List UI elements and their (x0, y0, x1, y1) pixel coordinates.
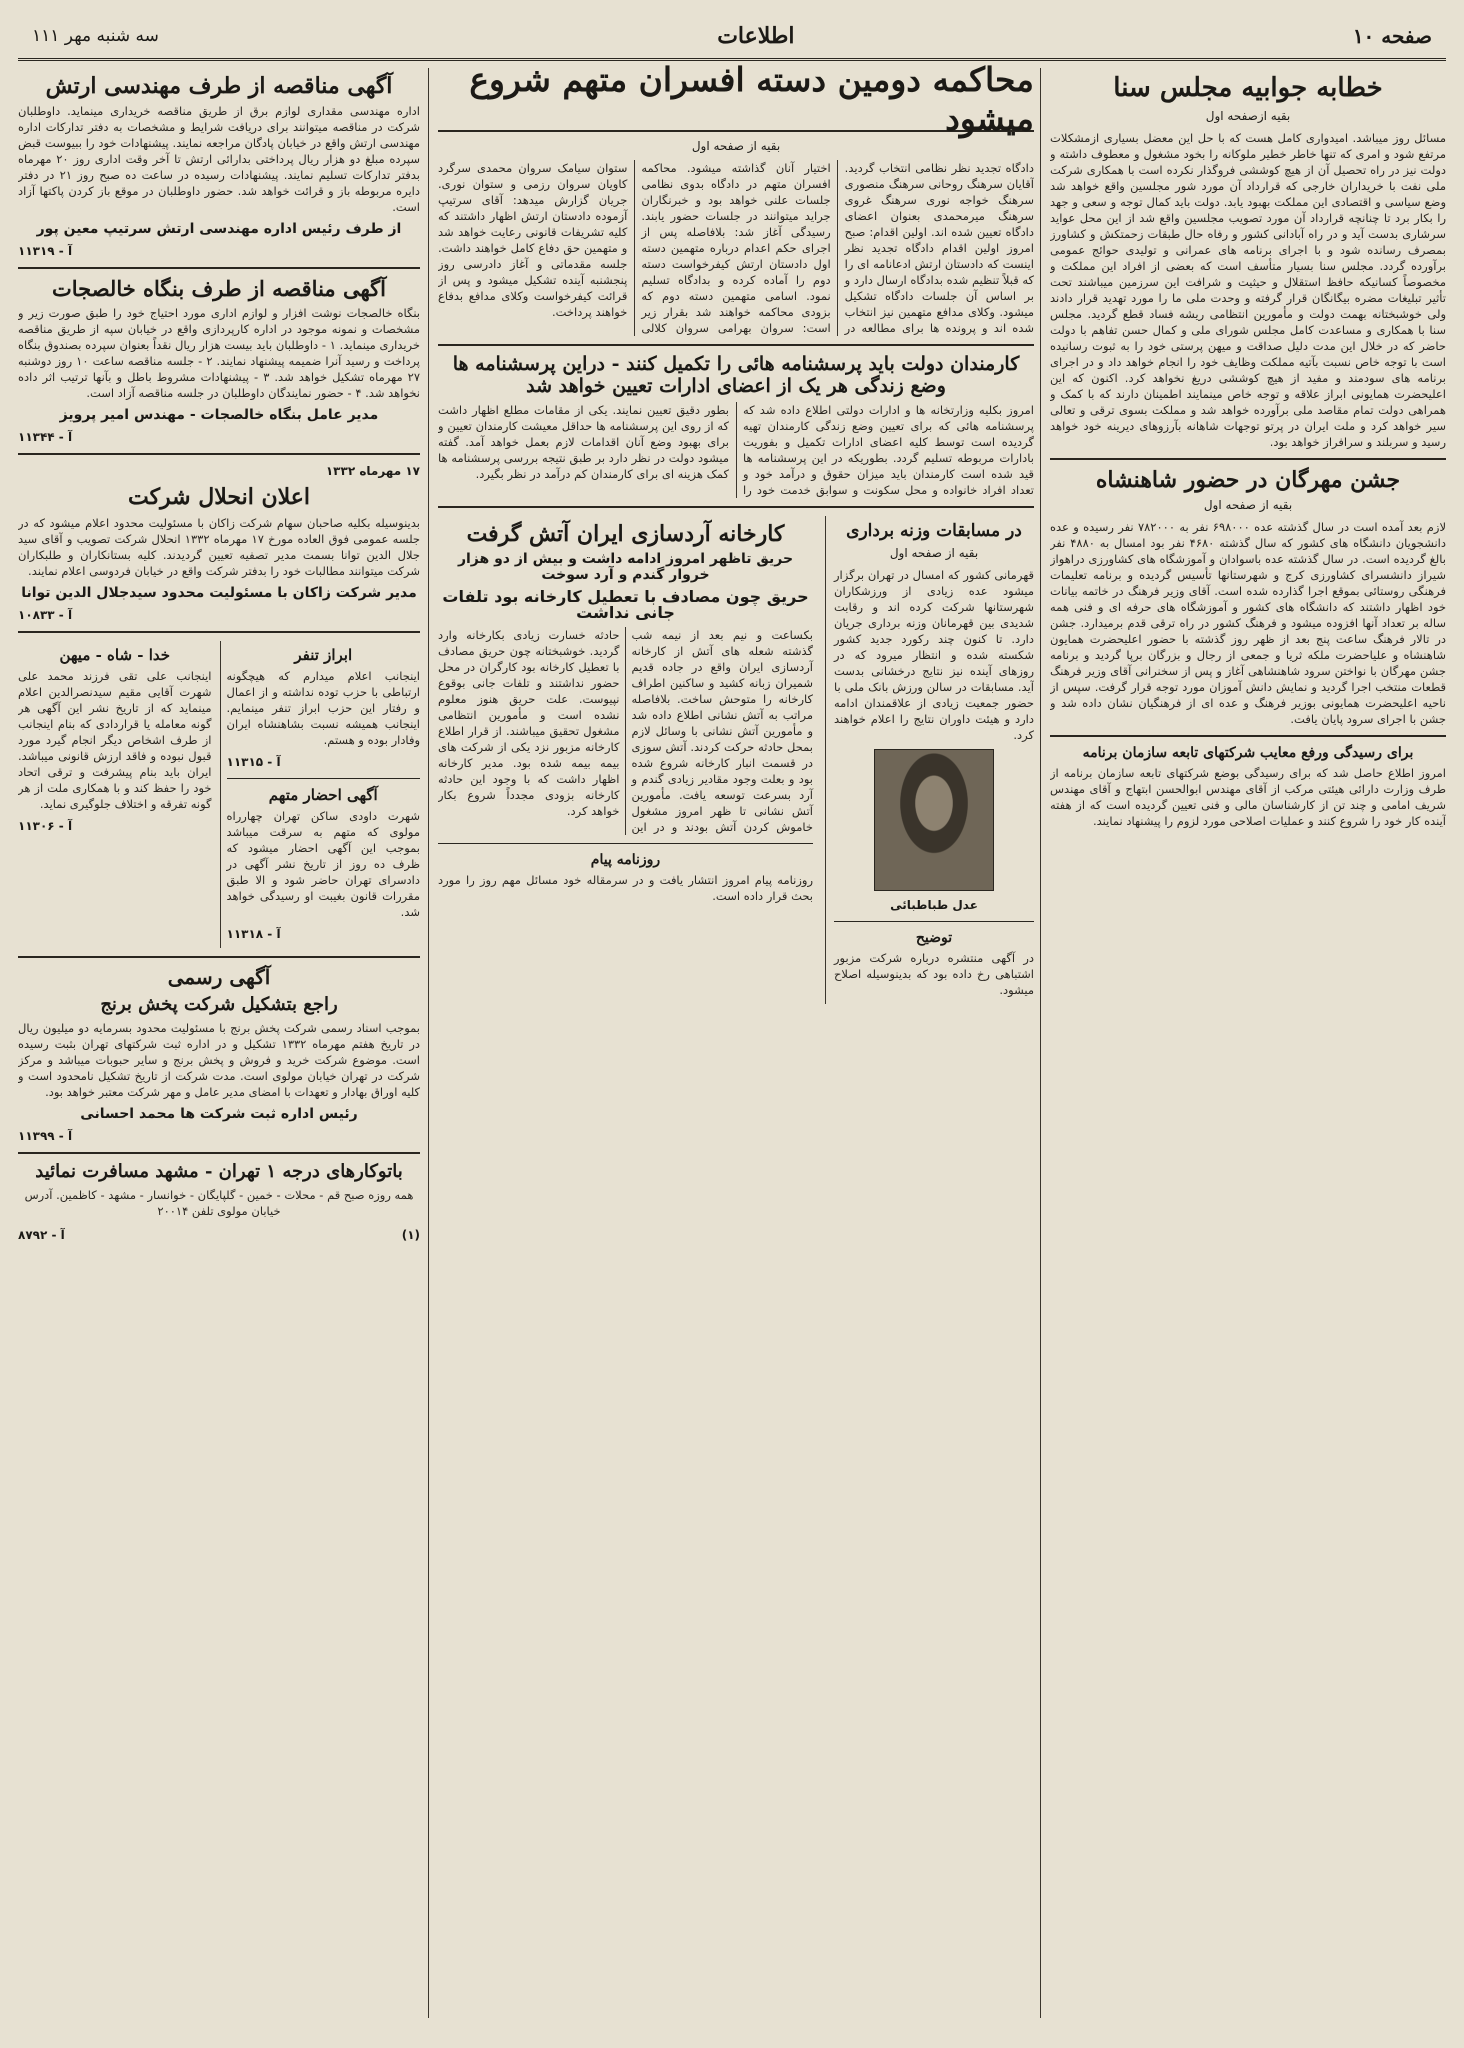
khalesejat-tender-body: بنگاه خالصجات نوشت افزار و لوازم اداری مورد احتیاج خود را طبق صورت زیر و مشخصات و نمونه موجود در اداره کارپردازی واقع در خیابان سپه از طریق مناقصه خریداری مینماید. ۱ - داوطلبان باید بیست هزار ریال نقداً بعنوان سپرده بصندوق بنگاه پرداخت و رسید آنرا ضمیمه پیشنهاد نمایند. ۲ - جلسه مناقصه ساعت ۱۰ روز دوشنبه ۲۷ مهرماه تشکیل خواهد شد. ۳ - پیشنهادات مشروط باطل و بآنها ترتیب اثر داده نخواهد شد. ۴ - حضور نمایندگان داوطلبان در جلسه مناقصه آزاد است. (18, 306, 420, 401)
section-divider (18, 631, 420, 633)
official-notice-code: آ - ۱۱۳۹۹ (18, 1128, 73, 1143)
section-divider (18, 453, 420, 455)
trial-article-body: دادگاه تجدید نظر نظامی انتخاب گردید. آقایان سرهنگ روحانی سرهنگ منصوری سرهنگ خواجه نوری سرهنگ غروی سرهنگ میرمحمدی بعنوان اعضای دادگاه تعیین شده اند. اولین اقدام: صبح امروز اولین اقدام دادگاه تجدید نظر اینست که دادستان ارتش ادعانامه ای را که قبلاً تنظیم شده بدادگاه ارسال دارد و بر اساس آن جلسات دادگاه تشکیل میشود. وکلای مدافع متهمین نیز انتخاب شده اند و پرونده ها برای مطالعه در اختیار آنان گذاشته میشود. محاکمه افسران متهم در دادگاه بدوی نظامی جلسات علنی خواهد بود و خبرنگاران جراید میتوانند در جلسات حضور یابند. رسیدگی آغاز شد: بلافاصله پس از اجرای حکم اعدام درباره متهمین دسته اول دادستان ارتش کیفرخواست دسته دوم را آماده کرده و بدادگاه تسلیم نمود. اسامی متهمین دسته دوم که بزودی محاکمه خواهند شد بقرار زیر است: سروان بهرامی سروان کلالی ستوان سیامک سروان محمدی سرگرد کاویان سروان رزمی و ستوان نوری. جریان گزارش میدهد: آقای سرتیپ آزموده دادستان ارتش اظهار داشتند که کلیه تشریفات قانونی رعایت خواهد شد و متهمین حق دفاع کامل خواهند داشت. جلسه مقدماتی و آغاز دادرسی روز پنجشنبه آینده تشکیل میشود و پس از قرائت کیفرخواست وکلای مدافع بدفاع خواهند پرداخت. (438, 161, 1034, 335)
section-divider (18, 956, 420, 958)
issue-date: سه شنبه مهر ۱۱۱ (32, 26, 159, 46)
payam-body: روزنامه پیام امروز انتشار یافت و در سرمقاله خود مسائل مهم روز را مورد بحث قرار داده است. (438, 873, 813, 904)
programs-notice-headline: برای رسیدگی ورفع معایب شرکتهای تابعه سازمان برنامه (1082, 745, 1414, 762)
senate-headline: خطابه جوابیه مجلس سنا (1113, 73, 1383, 103)
khoda-shah-mihan-body: اینجانب علی تقی فرزند محمد علی شهرت آقایی مقیم سیدنصرالدین اعلام مینماید که از تاریخ نشر این آگهی هر گونه معامله یا قراردادی که بنام اینجانب از طرف اشخاص دیگر انجام گیرد مورد قبول نبوده و فاقد ارزش قانونی میباشد. ایران باید بنام پیشرفت و ترقی اتحاد خود را حفظ کند و با همکاری ملت از هر گونه تفرقه و اختلاف جلوگیری نماید. (18, 668, 212, 811)
page-number: صفحه ۱۰ (1352, 24, 1432, 48)
section-divider (834, 921, 1034, 922)
photo-caption: عدل طباطبائی (890, 898, 978, 913)
tanaffor-code: آ - ۱۱۳۱۵ (226, 754, 281, 769)
tanaffor-body: اینجانب اعلام میدارم که هیچگونه ارتباطی با حزب توده نداشته و از اعمال و رفتار این حزب ابراز تنفر مینمایم. اینجانب همیشه نسبت بشاهنشاه ایران وفادار بوده و هستم. (226, 668, 420, 747)
dissolution-signature: مدیر شرکت زاکان با مسئولیت محدود سیدجلال الدین توانا (21, 584, 417, 601)
tanaffor-ad (220, 641, 421, 949)
army-tender-headline: آگهی مناقصه از طرف مهندسی ارتش (45, 73, 393, 99)
lower-middle-block (438, 516, 1034, 1005)
section-divider (438, 506, 1034, 508)
army-tender-signature: از طرف رئیس اداره مهندسی ارتش سرتیپ معین پور (36, 221, 402, 238)
khoda-shah-mihan-ad (18, 641, 212, 949)
payam-headline: روزنامه پیام (590, 851, 661, 868)
athlete-photo (874, 749, 994, 891)
employees-headline: کارمندان دولت باید پرسشنامه هائی را تکمیل کنند - دراین پرسشنامه ها وضع زندگی هر یک از اعضای ادارات تعیین خواهد شد (452, 353, 1020, 397)
mehregan-continuation: بقیه از صفحه اول (1203, 498, 1293, 513)
mehregan-headline: جشن مهرگان در حضور شاهنشاه (1095, 466, 1401, 493)
left-column (18, 68, 420, 2018)
official-notice-body: بموجب اسناد رسمی شرکت پخش برنج با مسئولیت محدود بسرمایه دو میلیون ریال در تاریخ هفتم مهرماه ۱۳۳۲ تشکیل و در اداره ثبت شرکتهای تهران بثبت رسیده است. موضوع شرکت خرید و فروش و پخش برنج و سایر حبوبات میباشد و مرکز شرکت در تهران خیابان مولوی است. مدت شرکت از تاریخ تشکیل نامحدود است و کلیه اوراق بهادار و تعهدات با امضای مدیر عامل و مهر شرکت معتبر خواهد بود. (18, 1020, 420, 1099)
official-notice-headline: آگهی رسمی (167, 965, 271, 990)
fire-subheadline-2: حریق چون مصادف با تعطیل کارخانه بود تلفات جانی نداشت (442, 586, 809, 622)
page-marker: (۱) (401, 1227, 420, 1242)
senate-article-body: مسائل روز میباشد. امیدواری کامل هست که با حل این معضل بسیاری ازمشکلات مرتفع شود و امری که تنها خاطر خطیر ملوکانه را بخود مشغول و معطوف داشته و دولت نیز در راه تحصیل آن از هیچ کوششی فروگذار نکرده است با همکاری شرکت ملی نفت با خریداران خارجی که قرارداد آن مورد شور مجلسین واقع خواهد شد وضع سیاسی و اقتصادی این مملکت بهبود یابد. دولت باید کمال توجه و سعی و جهد را بکار برد تا چنانچه قرارداد آن مورد تصویب مجلسین واقع شد از این محل عواید سرشاری بدست آید و در راه آبادانی کشور و رفاه حال طبقات زحمتکش و کشاورز بمصرف رسانده شود و با اجرای برنامه های عمرانی و تولیدی حوائج عمومی برآورده گردد. مجلس سنا بسیار متأسف است که بعضی از افراد این مملکت و مخصوصاً کسانیکه حافظ استقلال و حیثیت و شرافت این سرزمین میباشند تحت تأثیر تبلیغات مضره بیگانگان قرار گرفته و وحدت ملی ما را مورد تهدید قرار دادند ولی خوشبختانه بهمت دولت و مأمورین انتظامی ریشه فساد قطع گردید. مجلس سنا با همکاری و مساعدت کامل مجلس شورای ملی و کمال حسن تفاهم با دولت حاضر که در خلال این مدت دلیل صداقت و میهن پرستی خود را به ثبوت رسانیده است با توجه خاص نسبت بآتیه مملکت وظایف خود را انجام خواهد داد و در اجرای برنامه های سودمند و مفید از هیچ کوششی دریغ نخواهد کرد. اکنون که این اعلیحضرت همایونی ابراز علاقه و توجه خاص مینمایند اطمینان دارند که با کمک و همراهی دولت تمام مقاصد ملی برآورده خواهد شد و مملکت بسوی ترقی و تعالی سیر خواهد کرد و ملت ایران در پرتو توجهات شاهانه بآرزوهای دیرینه خود خواهد رسید و سربلند و سرافراز خواهد بود. (1050, 130, 1446, 449)
trial-continuation: بقیه از صفحه اول (691, 139, 781, 153)
section-divider (438, 843, 813, 844)
khalesejat-signature: مدیر عامل بنگاه خالصجات - مهندس امیر پرویز (59, 407, 379, 424)
travel-ad-body: همه روزه صبح قم - محلات - خمین - گلپایگان - خوانسار - مشهد - کاظمین. آدرس خیابان مولوی تلفن ۲۰۰۱۴ (24, 1187, 414, 1218)
weightlifting-block (825, 516, 1034, 1005)
fire-subheadline: حریق تاظهر امروز ادامه داشت و بیش از دو هزار خروار گندم و آرد سوخت (457, 550, 794, 583)
correction-headline: توضیح (915, 930, 953, 947)
middle-column (438, 136, 1034, 2016)
mehregan-article-body: لازم بعد آمده است در سال گذشته عده ۶۹۸۰۰۰ نفر به ۷۸۲۰۰۰ نفر رسیده و عده دانشجویان دانشگاه های کشور که سال گذشته ۴۶۸۰ نفر بود امسال به ۴۸۸۰ نفر بالغ گردیده است. در سال گذشته عده باسوادان و آموزشگاه های کشاورزی دراهواز شیراز دانشسرای کشاورزی کرج و شهرستانها تأسیس گردیده و برنامه تعلیمات فرهنگی روستائی بموقع اجرا گذارده شده است. آقای وزیر فرهنگ در خاتمه بیانات خود اظهار داشتند که دانشگاه های کشور و آموزشگاه های حرفه ای و فنی همه ساله بر تعداد آنها افزوده میشود و فرهنگ کشور در راه ترقی قدم برمیدارد. جشن در تالار فرهنگ ساعت پنج بعد از ظهر روز گذشته با حضور اعلیحضرت همایون شاهنشاه و علیاحضرت ملکه ثریا و جمعی از رجال و بزرگان برپا گردید و برنامه جشن مهرگان با نواختن سرود شاهنشاهی آغاز و پس از سخنرانی آقای وزیر فرهنگ قطعات منتخب اجرا گردید و نمایش دانش آموزان مورد توجه قرار گرفت. سپس از ناحیه اعلیحضرت همایونی بوزیر فرهنگ و عده ای از فرهنگیان نشان داده شد و جشن با اجرای سرود پایان یافت. (1050, 520, 1446, 727)
army-tender-code: آ - ۱۱۳۱۹ (18, 244, 73, 259)
weightlifting-headline: در مسابقات وزنه برداری (846, 520, 1022, 541)
summons-body: شهرت داودی ساکن تهران چهارراه مولوی که متهم به سرقت میباشد بموجب این آگهی احضار میشود که ظرف ده روز از تاریخ نشر آگهی در دادسرای تهران حاضر شود و الا طبق مقررات قانون بغیبت او رسیدگی خواهد شد. (226, 809, 420, 920)
section-divider (1050, 735, 1446, 737)
khoda-shah-mihan-headline: خدا - شاه - میهن (59, 645, 171, 664)
travel-ad-code: آ - ۸۷۹۲ (18, 1227, 65, 1242)
weightlifting-continuation: بقیه از صفحه اول (889, 546, 979, 561)
section-divider (227, 778, 421, 779)
masthead (18, 14, 1446, 61)
newspaper-page (18, 14, 1446, 2034)
column-divider (428, 68, 429, 2018)
fire-block (438, 516, 813, 1005)
section-divider (1050, 458, 1446, 460)
trial-headline: محاکمه دومین دسته افسران متهم شروع میشود (438, 68, 1034, 132)
fire-headline: کارخانه آردسازی ایران آتش گرفت (466, 520, 785, 547)
section-divider (18, 267, 420, 269)
dissolution-date: ۱۷ مهرماه ۱۳۳۲ (325, 464, 420, 479)
army-tender-body: اداره مهندسی مقداری لوازم برق از طریق مناقصه خریداری مینماید. داوطلبان شرکت در مناقصه میتوانند برای دریافت شرایط و مشخصات به دفتر تدارکات اداره مهندسی ارتش واقع در خیابان پادگان مراجعه نمایند. پیشنهادات خود را ببیوست قبض سپرده مبلغ دو هزار ریال پرداختی بدارائی ارتش تا آخر وقت اداری روز ۲۰ مهرماه بدفتر تدارکات تسلیم نمایند. پیشنهادات رسیده در ساعت ده صبح روز ۲۱ در دفتر دایره مربوطه باز و قرائت خواهد شد. حضور داوطلبان در موقع باز کردن پاکتها آزاد است. (18, 104, 420, 215)
summons-headline: آگهی احضار متهم (268, 785, 378, 804)
section-divider (438, 344, 1034, 346)
tanaffor-headline: ابراز تنفر (294, 645, 353, 664)
weightlifting-body: قهرمانی کشور که امسال در تهران برگزار میشود عده زیادی از ورزشکاران شهرستانها شرکت کرده اند و رقابت شدیدی بین قهرمانان وزنه برداری جریان دارد. تا کنون چند رکورد جدید کشور شکسته شده و انتظار میرود که در روزهای آینده نیز نتایج درخشانی بدست آید. مسابقات در سالن ورزش بانک ملی با حضور جمعیت زیادی از علاقمندان ادامه دارد و هیئت داوران نتایج را اعلام خواهند کرد. (834, 568, 1034, 743)
section-divider (18, 1152, 420, 1154)
summons-code: آ - ۱۱۳۱۸ (226, 927, 281, 942)
small-ads-row (18, 641, 420, 949)
right-column (1050, 68, 1446, 2018)
dissolution-body: بدینوسیله بکلیه صاحبان سهام شرکت زاکان با مسئولیت محدود اعلام میشود که در جلسه عمومی فوق العاده مورخ ۱۷ مهرماه ۱۳۳۲ انحلال شرکت تصویب و آقای سید جلال الدین توانا بسمت مدیر تصفیه تعیین گردیدند. کلیه بستانکاران و طلبکاران شرکت میتوانند مطالبات خود را بدفتر شرکت واقع در خیابان فردوسی اعلام نمایند. (18, 515, 420, 578)
paper-name: اطلاعات (717, 23, 795, 49)
fire-article-body: بکساعت و نیم بعد از نیمه شب گذشته شعله های آتش از کارخانه آردسازی ایران واقع در جاده قدیم شمیران زبانه کشید و ساکنین اطراف کارخانه را متوحش ساخت. بلافاصله مراتب به آتش نشانی اطلاع داده شد و مأمورین آتش نشانی با وسائل لازم بمحل حادثه حرکت کردند. آتش سوزی در قسمت انبار کارخانه شروع شده بود و بعلت وجود مقادیر زیادی گندم و آرد بسرعت توسعه یافت. مأمورین آتش نشانی تا ظهر امروز مشغول خاموش کردن آتش بودند و در این حادثه خسارت زیادی بکارخانه وارد گردید. خوشبختانه چون حریق مصادف با تعطیل کارخانه بود کارگران در محل حضور نداشتند و تلفات جانی بوقوع نپیوست. علت حریق هنوز معلوم نشده است و مأمورین انتظامی مشغول تحقیق میباشند. از قرار اطلاع کارخانه مزبور نزد یکی از شرکت های بیمه بیمه شده بود. مدیر کارخانه اظهار داشت که با وجود این حادثه کارخانه بزودی مجدداً شروع بکار خواهد کرد. (438, 627, 813, 834)
official-notice-signature: رئیس اداره ثبت شرکت ها محمد احسانی (80, 1105, 358, 1122)
travel-ad-headline: باتوکارهای درجه ۱ تهران - مشهد مسافرت نمائید (35, 1160, 403, 1182)
correction-body: در آگهی منتشره درباره شرکت مزبور اشتباهی رخ داده بود که بدینوسیله اصلاح میشود. (834, 951, 1034, 998)
official-notice-subheadline: راجع بتشکیل شرکت پخش برنج (100, 994, 338, 1016)
programs-notice-body: امروز اطلاع حاصل شد که برای رسیدگی بوضع شرکتهای تابعه سازمان برنامه از طرف وزارت دارائی هیئتی مرکب از آقای مهندس ابوالحسن ابتهاج و آقای مهندس شریف امامی و چند تن از کارشناسان مالی و فنی تعیین گردیده است که از هفته آینده کار خود را شروع کنند و عملیات اصلاحی مورد لزوم را پیشنهاد نمایند. (1050, 766, 1446, 829)
khoda-shah-mihan-code: آ - ۱۱۳۰۶ (18, 818, 73, 833)
senate-continuation: بقیه ازصفحه اول (1205, 108, 1291, 123)
travel-ad-footer (18, 1225, 420, 1249)
dissolution-headline: اعلان انحلال شرکت (127, 484, 311, 511)
column-divider (1040, 68, 1041, 2018)
khalesejat-tender-headline: آگهی مناقصه از طرف بنگاه خالصجات (51, 276, 386, 302)
employees-article-body: امروز بکلیه وزارتخانه ها و ادارات دولتی اطلاع داده شد که پرسشنامه هائی که برای تعیین وضع زندگی کارمندان تهیه گردیده است توسط کلیه اعضای ادارات تکمیل و بفوریت بادارات مربوطه تسلیم گردد. بطوریکه در این پرسشنامه ها قید شده است کارمندان باید میزان حقوق و درآمد خود و تعداد افراد خانواده و محل سکونت و سوابق خدمت خود را بطور دقیق تعیین نمایند. یکی از مقامات مطلع اظهار داشت که از روی این پرسشنامه ها حداقل معیشت کارمندان تعیین و برای بهبود وضع آنان اقدامات لازم بعمل خواهد آمد. گفته میشود دولت در نظر دارد بر طبق نتیجه بررسی پرسشنامه ها کمک هزینه ای برای کارمندان کم درآمد در نظر بگیرد. (438, 402, 1034, 497)
khalesejat-code: آ - ۱۱۳۴۴ (18, 430, 73, 445)
dissolution-code: آ - ۱۰۸۳۳ (18, 607, 73, 622)
